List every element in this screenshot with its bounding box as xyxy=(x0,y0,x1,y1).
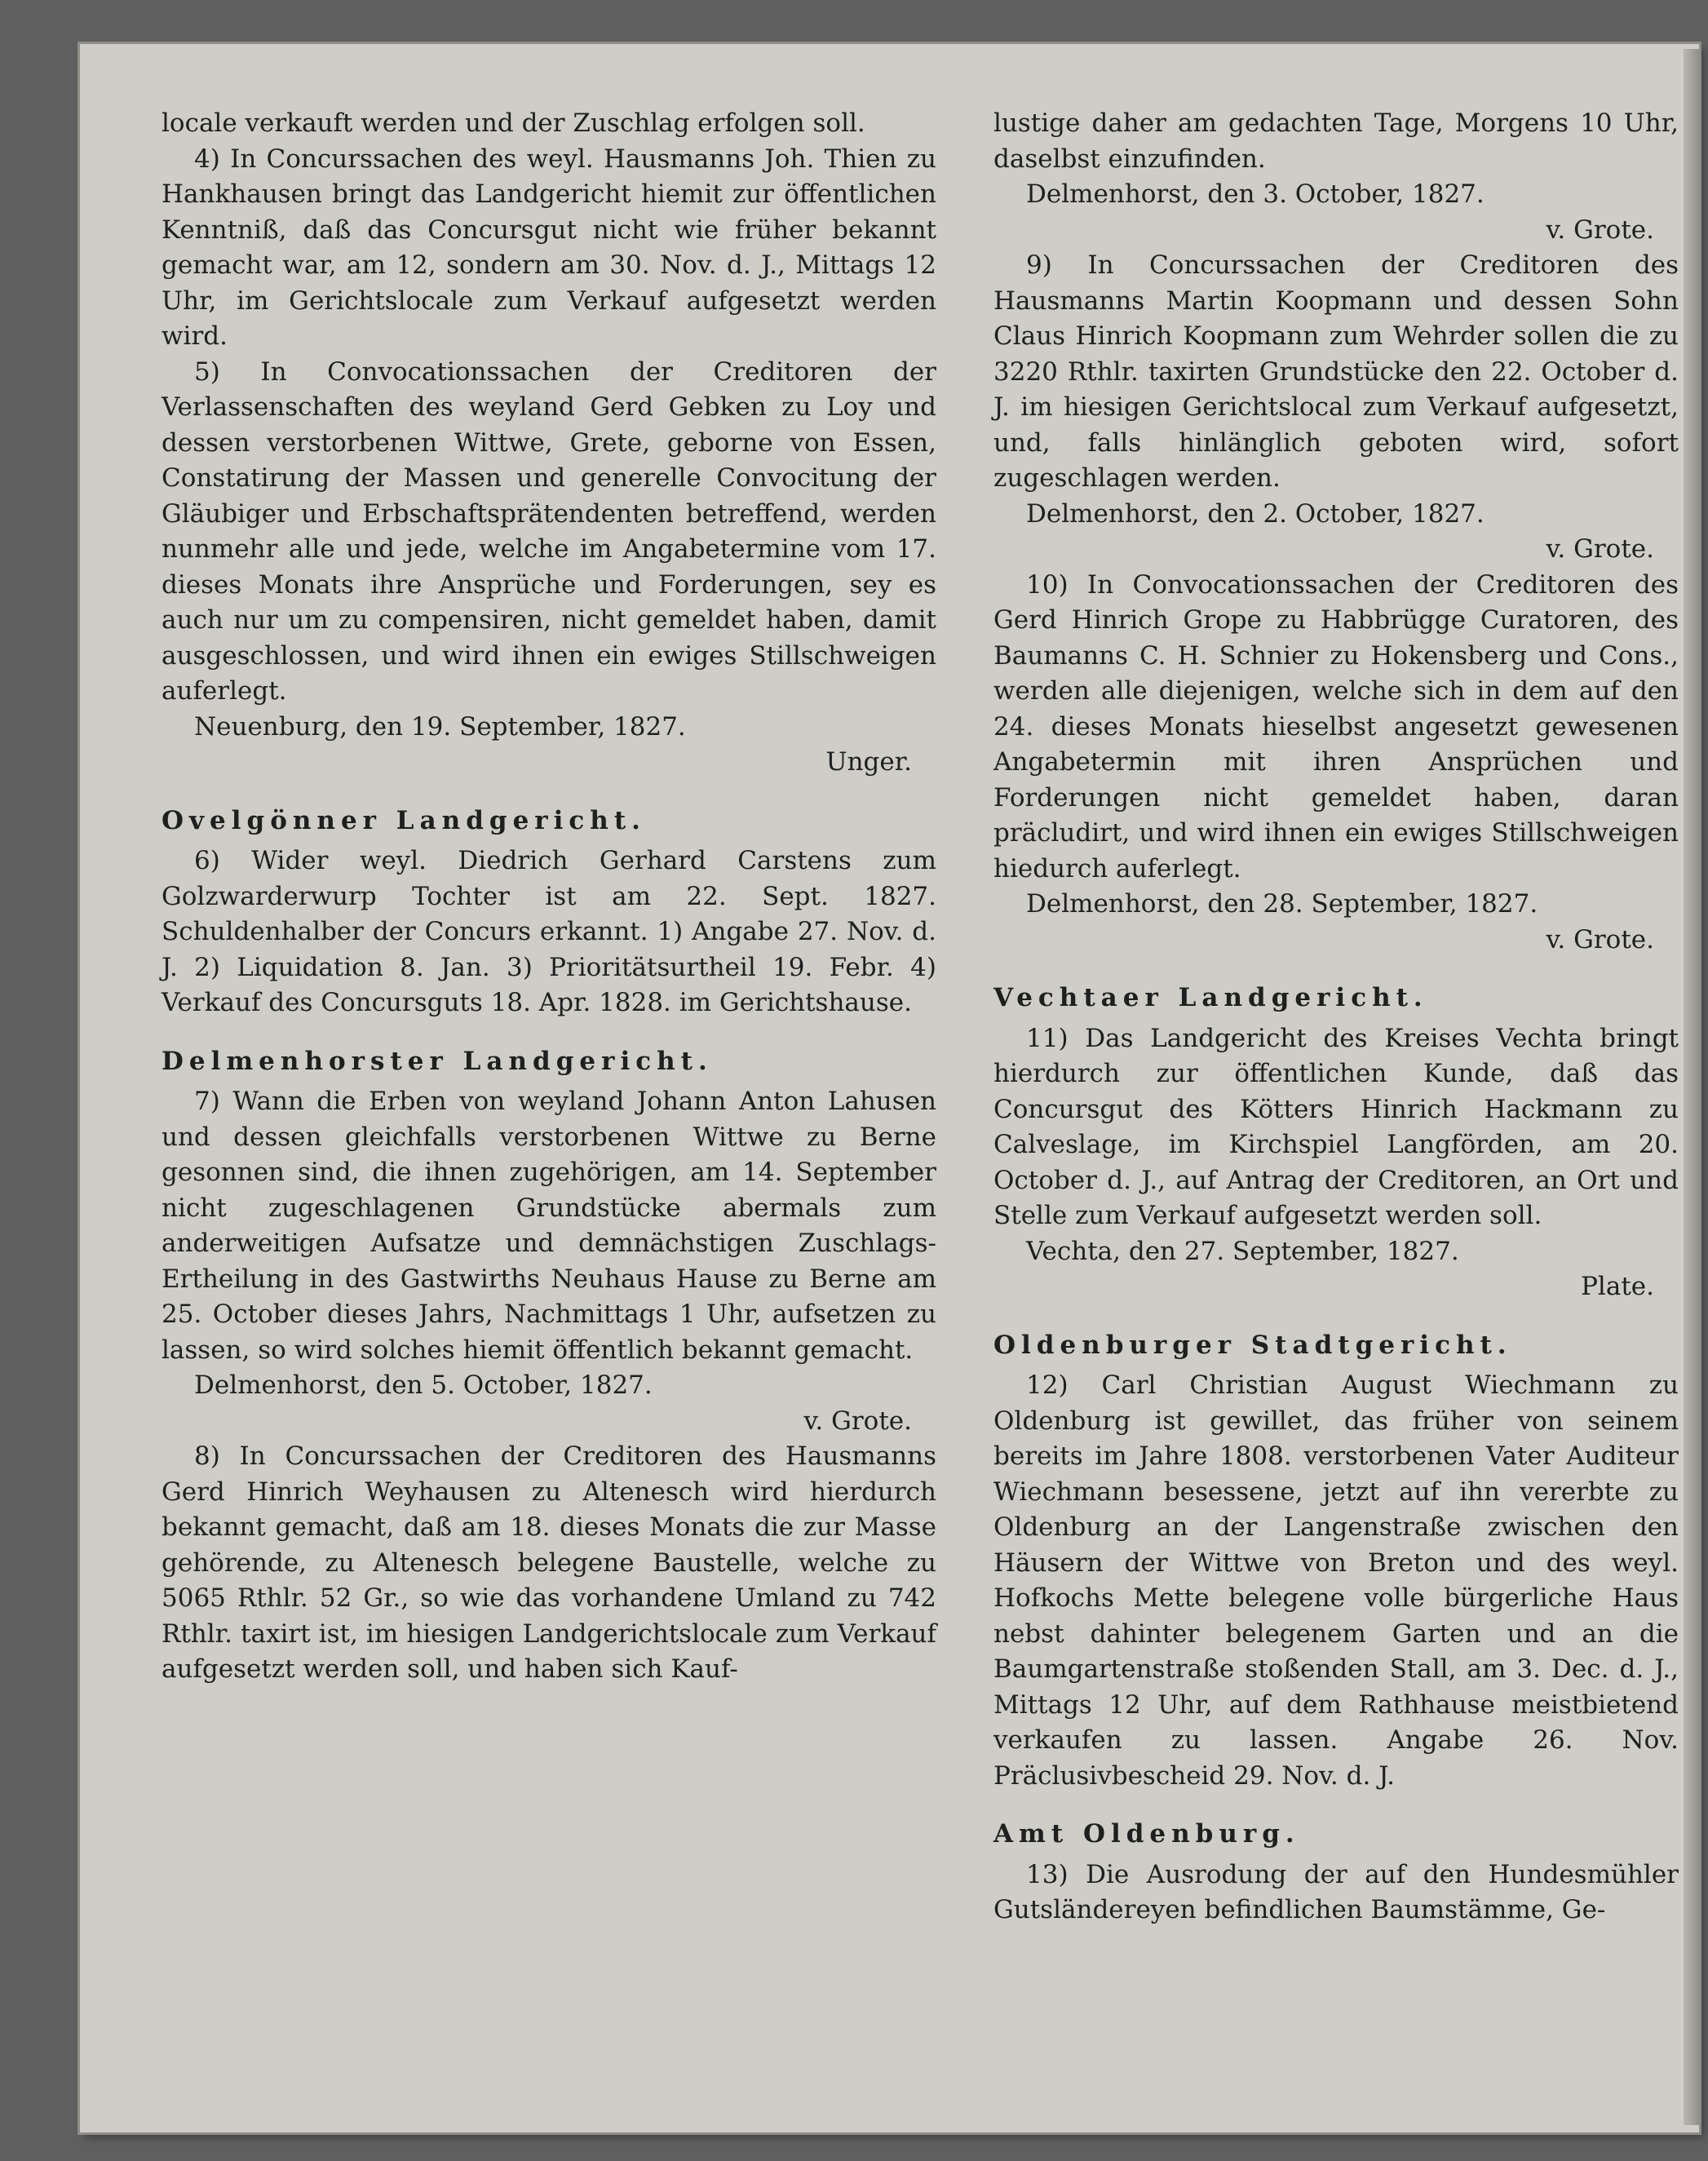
notice-10: 10) In Convocationssachen der Creditoren des Gerd Hinrich Grope zu Habbrügge Curatoren, des Baumanns C. H. Schnier zu Hokensberg und Cons., werden alle diejenigen, welche sich in dem auf den 24. dieses Monats hieselbst angesetzt gewesenen Angabetermin mit ihren Ansprüchen und Forderungen nicht gemeldet haben, daran präcludirt, und wird ihnen ein ewiges Stillschweigen hiedurch auferlegt. xyxy=(993,569,1679,883)
section-heading: Oldenburger Stadtgericht. xyxy=(993,1330,1512,1360)
dateline: Delmenhorst, den 28. September, 1827. xyxy=(1026,889,1538,919)
dateline: Delmenhorst, den 3. October, 1827. xyxy=(1026,179,1485,209)
dateline: Delmenhorst, den 5. October, 1827. xyxy=(194,1371,653,1400)
signature: v. Grote. xyxy=(1546,534,1654,564)
notice-5: 5) In Convocationssachen der Creditoren der Verlassenschaften des weyland Gerd Gebken zu Loy und dessen verstorbenen Wittwe, Grete, geborne von Essen, Constatirung der Massen und generelle Convocitung der Gläubiger und Erbschaftsprätendenten betreffend, werden nunmehr alle und jede, welche im Angabetermine vom 17. dieses Monats ihre Ansprüche und Forderungen, sey es auch nur um zu compensiren, nicht gemeldet haben, damit ausgeschlossen, und wird ihnen ein ewiges Stillschweigen auferlegt. xyxy=(162,356,936,706)
notice-4: 4) In Concurssachen des weyl. Hausmanns Joh. Thien zu Hankhausen bringt das Landgericht hiemit zur öffentlichen Kenntniß, daß das Concursgut nicht wie früher bekannt gemacht war, am 12, sondern am 30. Nov. d. J., Mittags 12 Uhr, im Gerichtslocale zum Verkauf aufgesetzt werden wird. xyxy=(162,144,936,351)
signature: Plate. xyxy=(1581,1272,1654,1301)
notice-11: 11) Das Landgericht des Kreises Vechta bringt hierdurch zur öffentlichen Kunde, daß das Concursgut des Kötters Hinrich Hackmann zu Calveslage, im Kirchspiel Langförden, am 20. October d. J., auf Antrag der Creditoren, an Ort und Stelle zum Verkauf aufgesetzt werden soll. xyxy=(993,1023,1679,1230)
right-column xyxy=(993,106,1679,1929)
text-paragraph: lustige daher am gedachten Tage, Morgens 10 Uhr, daselbst einzufinden. xyxy=(993,108,1679,174)
section-heading: Ovelgönner Landgericht. xyxy=(162,805,646,835)
notice-8: 8) In Concurssachen der Creditoren des Hausmanns Gerd Hinrich Weyhausen zu Altenesch wird hierdurch bekannt gemacht, daß am 18. dieses Monats die zur Masse gehörende, zu Altenesch belegene Baustelle, welche zu 5065 Rthlr. 52 Gr., so wie das vorhandene Umland zu 742 Rthlr. taxirt ist, im hiesigen Landgerichtslocale zum Verkauf aufgesetzt werden soll, und haben sich Kauf- xyxy=(162,1441,936,1684)
dateline: Vechta, den 27. September, 1827. xyxy=(1026,1236,1459,1266)
signature: v. Grote. xyxy=(1546,215,1654,245)
dateline: Neuenburg, den 19. September, 1827. xyxy=(194,711,686,742)
notice-12: 12) Carl Christian August Wiechmann zu Oldenburg ist gewillet, das früher von seinem bereits im Jahre 1808. verstorbenen Vater Auditeur Wiechmann besessene, jetzt auf ihn vererbte zu Oldenburg an der Langenstraße zwischen den Häusern der Wittwe von Breton und des weyl. Hofkochs Mette belegene volle bürgerliche Haus nebst dahinter belegenem Garten und an die Baumgartenstraße stoßenden Stall, am 3. Dec. d. J., Mittags 12 Uhr, auf dem Rathhause meistbietend verkaufen zu lassen. Angabe 26. Nov. Präclusivbescheid 29. Nov. d. J. xyxy=(993,1371,1679,1791)
notice-7: 7) Wann die Erben von weyland Johann Anton Lahusen und dessen gleichfalls verstorbenen Wittwe zu Berne gesonnen sind, die ihnen zugehörigen, am 14. September nicht zugeschlagenen Grundstücke abermals zum anderweitigen Aufsatze und demnächstigen Zuschlags-Ertheilung in des Gastwirths Neuhaus Hause zu Berne am 25. October dieses Jahrs, Nachmittags 1 Uhr, aufsetzen zu lassen, so wird solches hiemit öffentlich bekannt gemacht. xyxy=(162,1087,936,1365)
signature: v. Grote. xyxy=(803,1406,912,1436)
notice-6: 6) Wider weyl. Diedrich Gerhard Carstens zum Golzwarderwurp Tochter ist am 22. Sept. 1827. Schuldenhalber der Concurs erkannt. 1) Angabe 27. Nov. d. J. 2) Liquidation 8. Jan. 3) Prioritätsurtheil 19. Febr. 4) Verkauf des Concursguts 18. Apr. 1828. im Gerichtshause. xyxy=(162,846,936,1017)
section-heading: Amt Oldenburg. xyxy=(993,1819,1300,1849)
left-column xyxy=(162,106,936,1688)
notice-13: 13) Die Ausrodung der auf den Hundesmühler Gutsländereyen befindlichen Baumstämme, Ge- xyxy=(993,1859,1679,1924)
section-heading: Delmenhorster Landgericht. xyxy=(162,1046,713,1076)
signature: v. Grote. xyxy=(1546,924,1654,954)
section-heading: Vechtaer Landgericht. xyxy=(993,983,1428,1012)
signature: Unger. xyxy=(825,747,912,777)
dateline: Delmenhorst, den 2. October, 1827. xyxy=(1026,498,1485,529)
notice-9: 9) In Concurssachen der Creditoren des Hausmanns Martin Koopmann und dessen Sohn Claus Hinrich Koopmann zum Wehrder sollen die zu 3220 Rthlr. taxirten Grundstücke den 22. October d. J. im hiesigen Gerichtslocal zum Verkauf aufgesetzt, und, falls hinlänglich geboten wird, sofort zugeschlagen werden. xyxy=(993,250,1679,493)
text-paragraph: locale verkauft werden und der Zuschlag erfolgen soll. xyxy=(162,108,865,138)
page-edge xyxy=(1684,49,1701,2125)
